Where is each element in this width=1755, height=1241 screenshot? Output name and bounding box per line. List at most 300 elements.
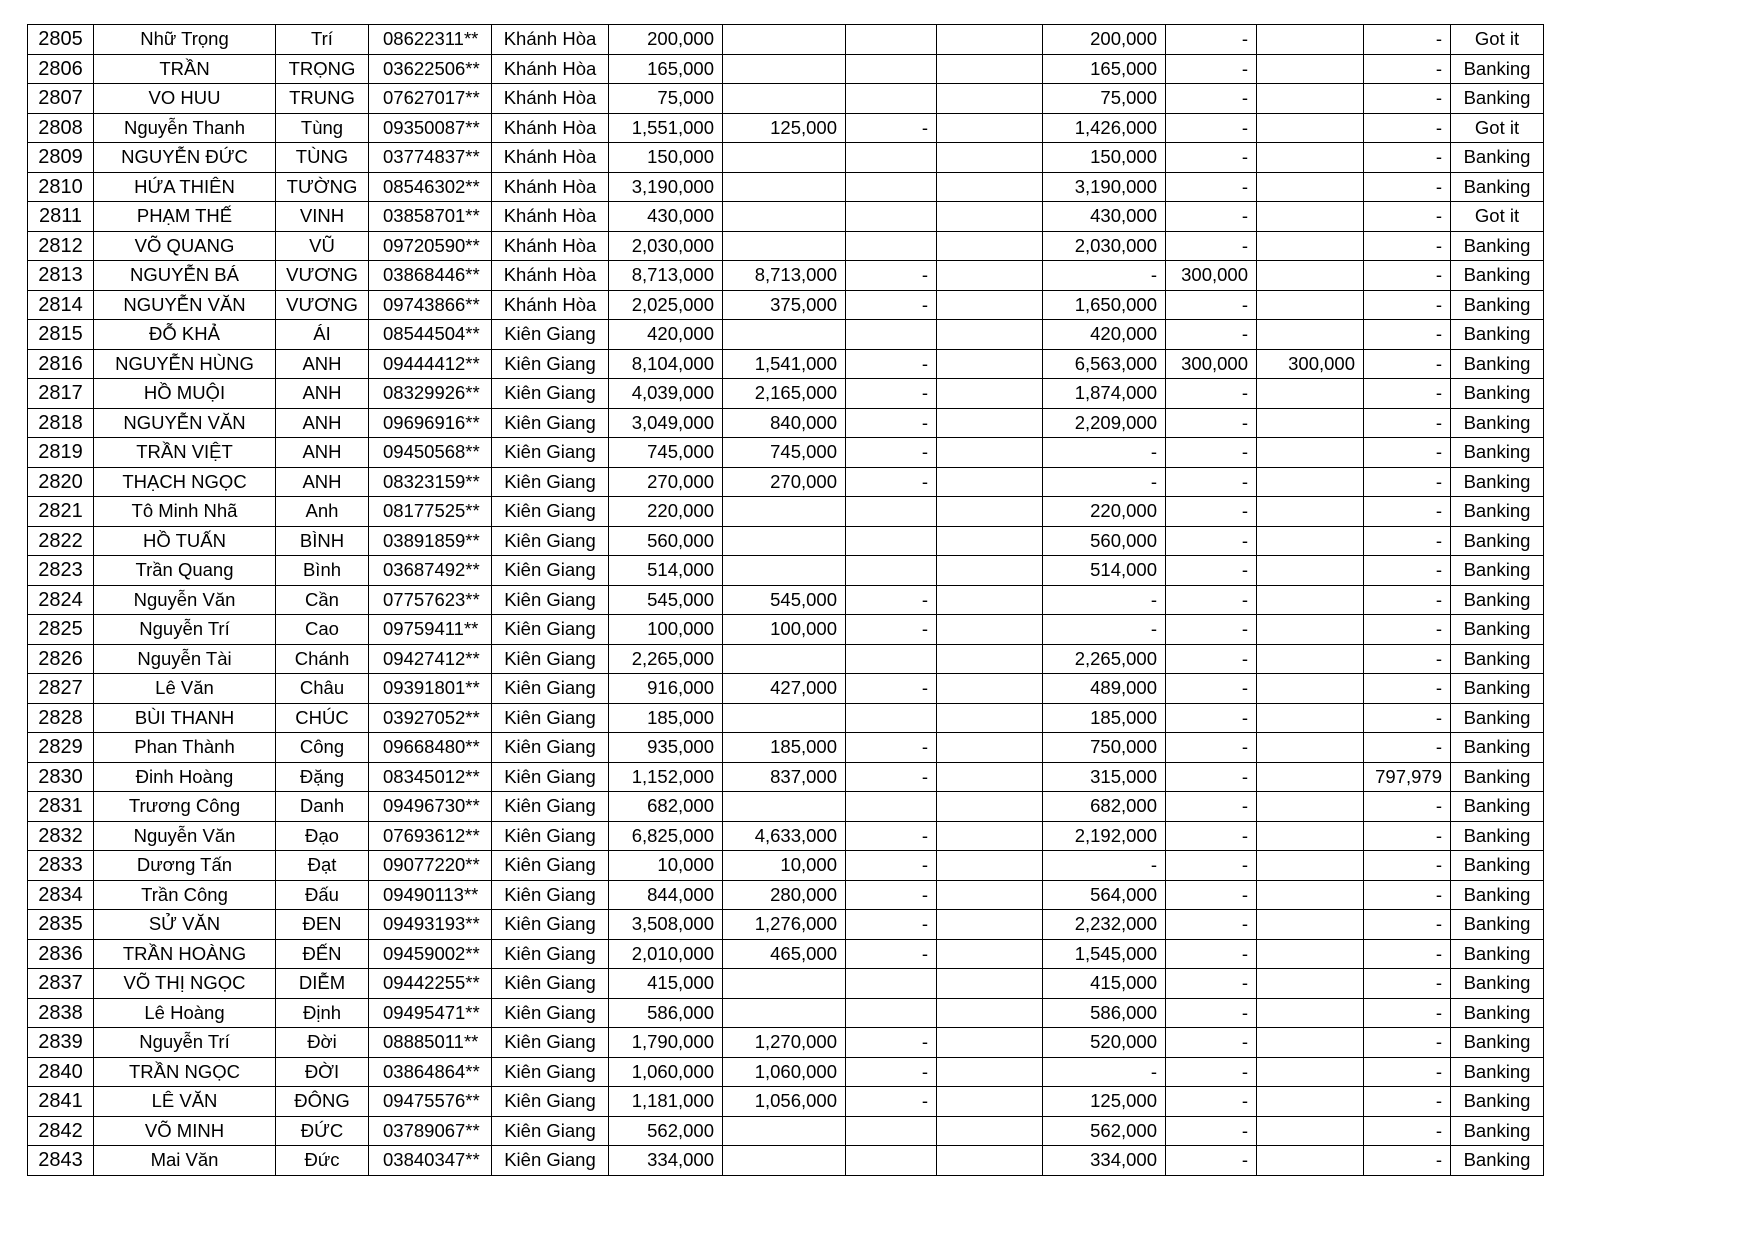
province-cell: Khánh Hòa — [492, 202, 609, 232]
extra-amount-2-cell — [1257, 290, 1364, 320]
province-cell: Kiên Giang — [492, 703, 609, 733]
total-amount-cell: 1,790,000 — [609, 1028, 723, 1058]
table-row — [28, 438, 1544, 468]
dash-col-cell — [846, 25, 937, 55]
dash-col-cell — [846, 969, 937, 999]
dash-col-cell — [846, 320, 937, 350]
surname-cell: Cao — [276, 615, 369, 645]
dash-col-cell: - — [846, 1057, 937, 1087]
dash-col-cell — [846, 143, 937, 173]
extra-amount-2-cell — [1257, 408, 1364, 438]
surname-cell: Danh — [276, 792, 369, 822]
phone-number-cell: 03891859** — [369, 526, 492, 556]
province-cell: Khánh Hòa — [492, 25, 609, 55]
total-amount-cell: 560,000 — [609, 526, 723, 556]
extra-amount-2-cell — [1257, 467, 1364, 497]
province-cell: Kiên Giang — [492, 644, 609, 674]
amount-paid-cell — [723, 556, 846, 586]
dash-col-cell — [846, 231, 937, 261]
remaining-amount-cell: 420,000 — [1043, 320, 1166, 350]
amount-paid-cell — [723, 54, 846, 84]
amount-paid-cell — [723, 84, 846, 114]
phone-number-cell: 09493193** — [369, 910, 492, 940]
province-cell: Khánh Hòa — [492, 54, 609, 84]
payment-method-cell: Banking — [1451, 143, 1544, 173]
extra-amount-2-cell — [1257, 762, 1364, 792]
row-number-cell: 2819 — [28, 438, 94, 468]
extra-amount-2-cell — [1257, 821, 1364, 851]
table-row — [28, 939, 1544, 969]
dash-col-cell: - — [846, 585, 937, 615]
extra-amount-2-cell — [1257, 379, 1364, 409]
dash-col-cell — [846, 1146, 937, 1176]
phone-number-cell: 09490113** — [369, 880, 492, 910]
given-name-cell: Tô Minh Nhã — [94, 497, 276, 527]
table-row — [28, 290, 1544, 320]
payment-method-cell: Banking — [1451, 290, 1544, 320]
phone-number-cell: 08546302** — [369, 172, 492, 202]
remaining-amount-cell: 220,000 — [1043, 497, 1166, 527]
dash-col-cell: - — [846, 762, 937, 792]
surname-cell: ĐẾN — [276, 939, 369, 969]
remaining-amount-cell: 200,000 — [1043, 25, 1166, 55]
phone-number-cell: 03774837** — [369, 143, 492, 173]
surname-cell: TRỌNG — [276, 54, 369, 84]
province-cell: Khánh Hòa — [492, 84, 609, 114]
given-name-cell: Trần Quang — [94, 556, 276, 586]
extra-amount-3-cell: - — [1364, 792, 1451, 822]
total-amount-cell: 270,000 — [609, 467, 723, 497]
extra-amount-1-cell: 300,000 — [1166, 261, 1257, 291]
remaining-amount-cell: 682,000 — [1043, 792, 1166, 822]
given-name-cell: NGUYỄN VĂN — [94, 290, 276, 320]
remaining-amount-cell: 562,000 — [1043, 1116, 1166, 1146]
amount-paid-cell: 10,000 — [723, 851, 846, 881]
table-row — [28, 320, 1544, 350]
province-cell: Kiên Giang — [492, 438, 609, 468]
payment-method-cell: Banking — [1451, 615, 1544, 645]
row-number-cell: 2836 — [28, 939, 94, 969]
province-cell: Khánh Hòa — [492, 113, 609, 143]
province-cell: Khánh Hòa — [492, 143, 609, 173]
payment-method-cell: Banking — [1451, 1057, 1544, 1087]
province-cell: Khánh Hòa — [492, 261, 609, 291]
table-row — [28, 615, 1544, 645]
blank-col-cell — [937, 703, 1043, 733]
province-cell: Kiên Giang — [492, 910, 609, 940]
table-row — [28, 172, 1544, 202]
extra-amount-3-cell: - — [1364, 969, 1451, 999]
given-name-cell: Nguyễn Trí — [94, 1028, 276, 1058]
dash-col-cell: - — [846, 261, 937, 291]
blank-col-cell — [937, 113, 1043, 143]
remaining-amount-cell: 6,563,000 — [1043, 349, 1166, 379]
phone-number-cell: 07627017** — [369, 84, 492, 114]
remaining-amount-cell: - — [1043, 1057, 1166, 1087]
amount-paid-cell — [723, 1116, 846, 1146]
amount-paid-cell: 545,000 — [723, 585, 846, 615]
remaining-amount-cell: 489,000 — [1043, 674, 1166, 704]
province-cell: Kiên Giang — [492, 1028, 609, 1058]
amount-paid-cell — [723, 792, 846, 822]
given-name-cell: HỒ TUẤN — [94, 526, 276, 556]
row-number-cell: 2838 — [28, 998, 94, 1028]
table-row — [28, 1028, 1544, 1058]
province-cell: Kiên Giang — [492, 851, 609, 881]
table-row — [28, 408, 1544, 438]
surname-cell: BÌNH — [276, 526, 369, 556]
phone-number-cell: 08885011** — [369, 1028, 492, 1058]
payment-method-cell: Banking — [1451, 1146, 1544, 1176]
total-amount-cell: 545,000 — [609, 585, 723, 615]
amount-paid-cell: 1,276,000 — [723, 910, 846, 940]
surname-cell: VINH — [276, 202, 369, 232]
blank-col-cell — [937, 851, 1043, 881]
extra-amount-2-cell — [1257, 910, 1364, 940]
dash-col-cell: - — [846, 880, 937, 910]
remaining-amount-cell: - — [1043, 467, 1166, 497]
surname-cell: Bình — [276, 556, 369, 586]
amount-paid-cell: 2,165,000 — [723, 379, 846, 409]
row-number-cell: 2830 — [28, 762, 94, 792]
row-number-cell: 2808 — [28, 113, 94, 143]
remaining-amount-cell: 1,874,000 — [1043, 379, 1166, 409]
row-number-cell: 2809 — [28, 143, 94, 173]
table-row — [28, 202, 1544, 232]
surname-cell: TƯỜNG — [276, 172, 369, 202]
phone-number-cell: 09496730** — [369, 792, 492, 822]
extra-amount-2-cell — [1257, 585, 1364, 615]
extra-amount-2-cell — [1257, 1116, 1364, 1146]
extra-amount-3-cell: - — [1364, 851, 1451, 881]
amount-paid-cell: 837,000 — [723, 762, 846, 792]
province-cell: Kiên Giang — [492, 349, 609, 379]
row-number-cell: 2822 — [28, 526, 94, 556]
phone-number-cell: 03840347** — [369, 1146, 492, 1176]
given-name-cell: SỬ VĂN — [94, 910, 276, 940]
total-amount-cell: 3,049,000 — [609, 408, 723, 438]
province-cell: Kiên Giang — [492, 733, 609, 763]
row-number-cell: 2825 — [28, 615, 94, 645]
remaining-amount-cell: - — [1043, 261, 1166, 291]
remaining-amount-cell: 560,000 — [1043, 526, 1166, 556]
total-amount-cell: 2,025,000 — [609, 290, 723, 320]
row-number-cell: 2826 — [28, 644, 94, 674]
province-cell: Kiên Giang — [492, 880, 609, 910]
dash-col-cell: - — [846, 113, 937, 143]
phone-number-cell: 09077220** — [369, 851, 492, 881]
row-number-cell: 2816 — [28, 349, 94, 379]
dash-col-cell — [846, 526, 937, 556]
total-amount-cell: 1,152,000 — [609, 762, 723, 792]
payment-method-cell: Banking — [1451, 1028, 1544, 1058]
table-row — [28, 25, 1544, 55]
given-name-cell: TRẦN VIỆT — [94, 438, 276, 468]
extra-amount-1-cell: - — [1166, 674, 1257, 704]
dash-col-cell: - — [846, 851, 937, 881]
surname-cell: Đạt — [276, 851, 369, 881]
surname-cell: ĐỨC — [276, 1116, 369, 1146]
extra-amount-2-cell — [1257, 703, 1364, 733]
given-name-cell: TRẦN — [94, 54, 276, 84]
total-amount-cell: 2,030,000 — [609, 231, 723, 261]
blank-col-cell — [937, 349, 1043, 379]
blank-col-cell — [937, 202, 1043, 232]
row-number-cell: 2832 — [28, 821, 94, 851]
phone-number-cell: 09759411** — [369, 615, 492, 645]
phone-number-cell: 09495471** — [369, 998, 492, 1028]
payment-method-cell: Banking — [1451, 674, 1544, 704]
amount-paid-cell: 1,541,000 — [723, 349, 846, 379]
surname-cell: ANH — [276, 408, 369, 438]
dash-col-cell — [846, 84, 937, 114]
payment-method-cell: Banking — [1451, 231, 1544, 261]
dash-col-cell — [846, 497, 937, 527]
row-number-cell: 2814 — [28, 290, 94, 320]
extra-amount-1-cell: - — [1166, 320, 1257, 350]
surname-cell: ĐÔNG — [276, 1087, 369, 1117]
amount-paid-cell — [723, 644, 846, 674]
given-name-cell: Dương Tấn — [94, 851, 276, 881]
total-amount-cell: 8,713,000 — [609, 261, 723, 291]
blank-col-cell — [937, 1146, 1043, 1176]
table-row — [28, 1146, 1544, 1176]
blank-col-cell — [937, 733, 1043, 763]
remaining-amount-cell: 185,000 — [1043, 703, 1166, 733]
payment-method-cell: Banking — [1451, 408, 1544, 438]
payment-method-cell: Banking — [1451, 349, 1544, 379]
given-name-cell: HỨA THIÊN — [94, 172, 276, 202]
remaining-amount-cell: 165,000 — [1043, 54, 1166, 84]
payment-method-cell: Banking — [1451, 54, 1544, 84]
extra-amount-1-cell: - — [1166, 1028, 1257, 1058]
table-row — [28, 143, 1544, 173]
dash-col-cell: - — [846, 733, 937, 763]
extra-amount-3-cell: - — [1364, 526, 1451, 556]
extra-amount-1-cell: - — [1166, 438, 1257, 468]
given-name-cell: NGUYỄN ĐỨC — [94, 143, 276, 173]
given-name-cell: Nguyễn Trí — [94, 615, 276, 645]
province-cell: Kiên Giang — [492, 674, 609, 704]
total-amount-cell: 200,000 — [609, 25, 723, 55]
amount-paid-cell — [723, 703, 846, 733]
surname-cell: Đấu — [276, 880, 369, 910]
given-name-cell: ĐỖ KHẢ — [94, 320, 276, 350]
province-cell: Kiên Giang — [492, 526, 609, 556]
given-name-cell: VÕ QUANG — [94, 231, 276, 261]
total-amount-cell: 514,000 — [609, 556, 723, 586]
extra-amount-3-cell: - — [1364, 703, 1451, 733]
phone-number-cell: 08177525** — [369, 497, 492, 527]
extra-amount-1-cell: - — [1166, 821, 1257, 851]
row-number-cell: 2820 — [28, 467, 94, 497]
blank-col-cell — [937, 143, 1043, 173]
row-number-cell: 2837 — [28, 969, 94, 999]
table-row — [28, 644, 1544, 674]
given-name-cell: Nguyễn Văn — [94, 585, 276, 615]
province-cell: Kiên Giang — [492, 1057, 609, 1087]
phone-number-cell: 03858701** — [369, 202, 492, 232]
total-amount-cell: 75,000 — [609, 84, 723, 114]
province-cell: Kiên Giang — [492, 379, 609, 409]
table-row — [28, 54, 1544, 84]
given-name-cell: PHẠM THẾ — [94, 202, 276, 232]
total-amount-cell: 185,000 — [609, 703, 723, 733]
province-cell: Kiên Giang — [492, 1116, 609, 1146]
given-name-cell: NGUYỄN VĂN — [94, 408, 276, 438]
row-number-cell: 2823 — [28, 556, 94, 586]
dash-col-cell — [846, 54, 937, 84]
total-amount-cell: 10,000 — [609, 851, 723, 881]
phone-number-cell: 08345012** — [369, 762, 492, 792]
total-amount-cell: 586,000 — [609, 998, 723, 1028]
row-number-cell: 2812 — [28, 231, 94, 261]
extra-amount-1-cell: - — [1166, 969, 1257, 999]
phone-number-cell: 07693612** — [369, 821, 492, 851]
table-row — [28, 84, 1544, 114]
amount-paid-cell — [723, 172, 846, 202]
payment-method-cell: Banking — [1451, 1087, 1544, 1117]
row-number-cell: 2831 — [28, 792, 94, 822]
amount-paid-cell: 1,056,000 — [723, 1087, 846, 1117]
table-row — [28, 231, 1544, 261]
row-number-cell: 2835 — [28, 910, 94, 940]
extra-amount-1-cell: - — [1166, 851, 1257, 881]
phone-number-cell: 03789067** — [369, 1116, 492, 1146]
phone-number-cell: 08329926** — [369, 379, 492, 409]
payment-method-cell: Got it — [1451, 113, 1544, 143]
blank-col-cell — [937, 969, 1043, 999]
extra-amount-3-cell: - — [1364, 261, 1451, 291]
extra-amount-2-cell — [1257, 25, 1364, 55]
surname-cell: VŨ — [276, 231, 369, 261]
extra-amount-2-cell — [1257, 526, 1364, 556]
table-row — [28, 585, 1544, 615]
amount-paid-cell — [723, 320, 846, 350]
province-cell: Kiên Giang — [492, 998, 609, 1028]
given-name-cell: Nhữ Trọng — [94, 25, 276, 55]
blank-col-cell — [937, 644, 1043, 674]
extra-amount-1-cell: - — [1166, 644, 1257, 674]
surname-cell: VƯƠNG — [276, 261, 369, 291]
table-row — [28, 379, 1544, 409]
phone-number-cell: 09444412** — [369, 349, 492, 379]
table-row — [28, 880, 1544, 910]
extra-amount-1-cell: - — [1166, 792, 1257, 822]
payment-method-cell: Banking — [1451, 792, 1544, 822]
remaining-amount-cell: 415,000 — [1043, 969, 1166, 999]
payment-method-cell: Banking — [1451, 762, 1544, 792]
extra-amount-2-cell — [1257, 939, 1364, 969]
amount-paid-cell — [723, 497, 846, 527]
row-number-cell: 2813 — [28, 261, 94, 291]
amount-paid-cell: 270,000 — [723, 467, 846, 497]
extra-amount-1-cell: - — [1166, 1057, 1257, 1087]
given-name-cell: NGUYỄN HÙNG — [94, 349, 276, 379]
blank-col-cell — [937, 379, 1043, 409]
extra-amount-1-cell: 300,000 — [1166, 349, 1257, 379]
extra-amount-3-cell: - — [1364, 349, 1451, 379]
row-number-cell: 2843 — [28, 1146, 94, 1176]
dash-col-cell: - — [846, 674, 937, 704]
remaining-amount-cell: - — [1043, 615, 1166, 645]
row-number-cell: 2815 — [28, 320, 94, 350]
extra-amount-3-cell: 797,979 — [1364, 762, 1451, 792]
row-number-cell: 2841 — [28, 1087, 94, 1117]
payment-method-cell: Banking — [1451, 172, 1544, 202]
surname-cell: Đức — [276, 1146, 369, 1176]
given-name-cell: VÕ THỊ NGỌC — [94, 969, 276, 999]
extra-amount-3-cell: - — [1364, 821, 1451, 851]
payment-method-cell: Banking — [1451, 821, 1544, 851]
surname-cell: TÙNG — [276, 143, 369, 173]
total-amount-cell: 844,000 — [609, 880, 723, 910]
extra-amount-1-cell: - — [1166, 939, 1257, 969]
blank-col-cell — [937, 792, 1043, 822]
province-cell: Khánh Hòa — [492, 231, 609, 261]
phone-number-cell: 08323159** — [369, 467, 492, 497]
row-number-cell: 2839 — [28, 1028, 94, 1058]
dash-col-cell — [846, 644, 937, 674]
surname-cell: Công — [276, 733, 369, 763]
province-cell: Kiên Giang — [492, 939, 609, 969]
dash-col-cell: - — [846, 939, 937, 969]
extra-amount-2-cell — [1257, 674, 1364, 704]
amount-paid-cell: 840,000 — [723, 408, 846, 438]
given-name-cell: VO HUU — [94, 84, 276, 114]
amount-paid-cell — [723, 998, 846, 1028]
extra-amount-1-cell: - — [1166, 556, 1257, 586]
extra-amount-3-cell: - — [1364, 644, 1451, 674]
surname-cell: Đạo — [276, 821, 369, 851]
extra-amount-3-cell: - — [1364, 615, 1451, 645]
extra-amount-1-cell: - — [1166, 172, 1257, 202]
province-cell: Kiên Giang — [492, 497, 609, 527]
amount-paid-cell — [723, 231, 846, 261]
surname-cell: Châu — [276, 674, 369, 704]
extra-amount-2-cell: 300,000 — [1257, 349, 1364, 379]
phone-number-cell: 09391801** — [369, 674, 492, 704]
phone-number-cell: 09442255** — [369, 969, 492, 999]
extra-amount-3-cell: - — [1364, 998, 1451, 1028]
amount-paid-cell: 1,060,000 — [723, 1057, 846, 1087]
phone-number-cell: 09743866** — [369, 290, 492, 320]
extra-amount-1-cell: - — [1166, 113, 1257, 143]
given-name-cell: Trương Công — [94, 792, 276, 822]
extra-amount-2-cell — [1257, 615, 1364, 645]
remaining-amount-cell: 3,190,000 — [1043, 172, 1166, 202]
payment-method-cell: Banking — [1451, 84, 1544, 114]
extra-amount-2-cell — [1257, 733, 1364, 763]
surname-cell: Trí — [276, 25, 369, 55]
total-amount-cell: 3,508,000 — [609, 910, 723, 940]
payment-method-cell: Banking — [1451, 556, 1544, 586]
extra-amount-2-cell — [1257, 998, 1364, 1028]
province-cell: Kiên Giang — [492, 1087, 609, 1117]
extra-amount-2-cell — [1257, 644, 1364, 674]
row-number-cell: 2811 — [28, 202, 94, 232]
given-name-cell: Nguyễn Tài — [94, 644, 276, 674]
blank-col-cell — [937, 1087, 1043, 1117]
extra-amount-2-cell — [1257, 143, 1364, 173]
phone-number-cell: 09475576** — [369, 1087, 492, 1117]
blank-col-cell — [937, 1057, 1043, 1087]
phone-number-cell: 03868446** — [369, 261, 492, 291]
given-name-cell: Lê Văn — [94, 674, 276, 704]
blank-col-cell — [937, 84, 1043, 114]
extra-amount-1-cell: - — [1166, 703, 1257, 733]
table-row — [28, 113, 1544, 143]
